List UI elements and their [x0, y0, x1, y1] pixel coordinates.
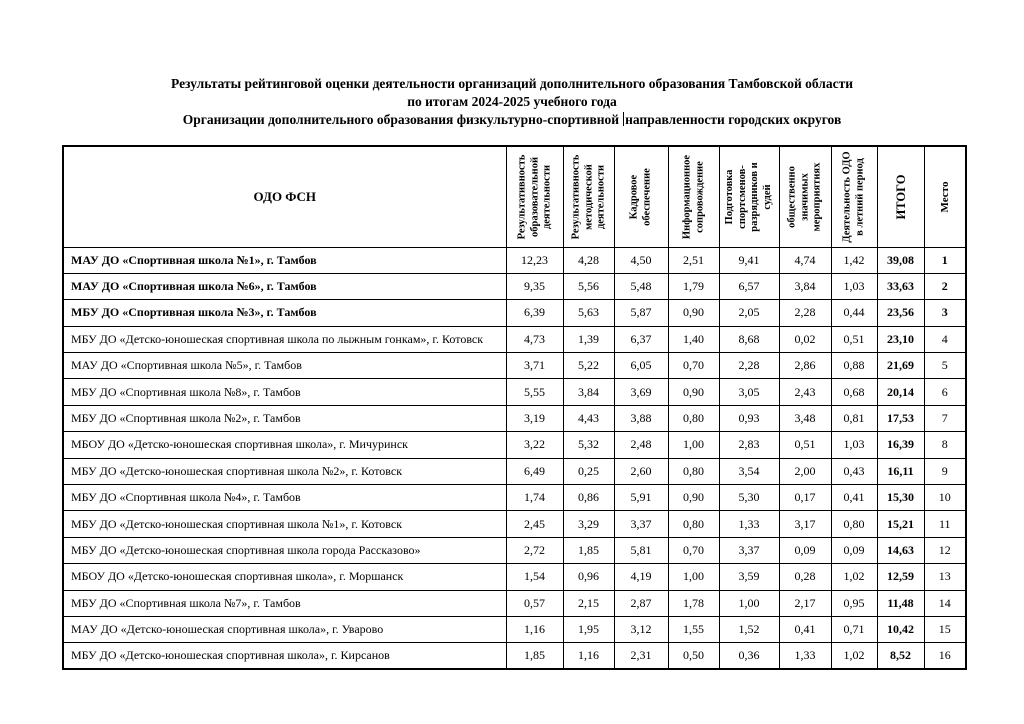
score-cell: 0,50: [668, 643, 719, 669]
score-cell: 0,51: [831, 326, 877, 352]
score-cell: 0,70: [668, 353, 719, 379]
score-cell: 5,56: [563, 273, 614, 299]
score-cell: 4,28: [563, 247, 614, 273]
table-row: [63, 379, 966, 405]
table-row: [63, 485, 966, 511]
table-row: [63, 643, 966, 669]
rotated-header-text: Подготовка спортсменов-разрядников и судей: [724, 162, 773, 232]
score-cell: 0,09: [779, 537, 831, 563]
score-cell: 0,36: [719, 643, 779, 669]
score-cell: 0,90: [668, 300, 719, 326]
table-row: [63, 511, 966, 537]
score-cell: 2,45: [506, 511, 563, 537]
place-cell: 10: [924, 485, 966, 511]
score-cell: 3,22: [506, 432, 563, 458]
score-cell: 0,44: [831, 300, 877, 326]
score-cell: 0,80: [831, 511, 877, 537]
score-cell: 1,03: [831, 273, 877, 299]
score-cell: 1,95: [563, 616, 614, 642]
score-cell: 0,28: [779, 564, 831, 590]
score-cell: 0,95: [831, 590, 877, 616]
school-name-cell: МБУ ДО «Спортивная школа №3», г. Тамбов: [63, 300, 506, 326]
total-cell: 20,14: [877, 379, 924, 405]
title-line-3-after: направленности городских округов: [625, 112, 842, 127]
score-cell: 0,86: [563, 485, 614, 511]
score-cell: 1,00: [668, 564, 719, 590]
place-cell: 1: [924, 247, 966, 273]
total-cell: 10,42: [877, 616, 924, 642]
score-cell: 2,83: [719, 432, 779, 458]
rotated-header-text: Кадровое обеспечение: [628, 167, 652, 226]
score-cell: 8,68: [719, 326, 779, 352]
table-row: [63, 273, 966, 299]
score-cell: 1,85: [563, 537, 614, 563]
score-cell: 3,48: [779, 405, 831, 431]
header-summer-activity: [831, 146, 877, 247]
school-name-cell: МБОУ ДО «Детско-юношеская спортивная школа», г. Мичуринск: [63, 432, 506, 458]
school-name-cell: МБУ ДО «Спортивная школа №7», г. Тамбов: [63, 590, 506, 616]
score-cell: 0,70: [668, 537, 719, 563]
document-title: [0, 75, 1024, 129]
score-cell: 2,17: [779, 590, 831, 616]
score-cell: 5,22: [563, 353, 614, 379]
score-cell: 0,57: [506, 590, 563, 616]
score-cell: 5,87: [614, 300, 668, 326]
school-name-cell: МАУ ДО «Детско-юношеская спортивная школа», г. Уварово: [63, 616, 506, 642]
table-row: [63, 564, 966, 590]
school-name-cell: МАУ ДО «Спортивная школа №5», г. Тамбов: [63, 353, 506, 379]
score-cell: 2,00: [779, 458, 831, 484]
score-cell: 6,39: [506, 300, 563, 326]
place-cell: 12: [924, 537, 966, 563]
score-cell: 6,49: [506, 458, 563, 484]
title-line-3-before: Организации дополнительного образования физкультурно-спортивной: [182, 112, 620, 127]
table-row: [63, 326, 966, 352]
score-cell: 0,02: [779, 326, 831, 352]
score-cell: 3,12: [614, 616, 668, 642]
score-cell: 3,37: [719, 537, 779, 563]
score-cell: 3,37: [614, 511, 668, 537]
place-cell: 13: [924, 564, 966, 590]
title-line-1: Результаты рейтинговой оценки деятельности организаций дополнительного образования Тамбовской области: [171, 76, 853, 91]
school-name-cell: МБУ ДО «Спортивная школа №8», г. Тамбов: [63, 379, 506, 405]
header-place: [924, 146, 966, 247]
table-row: [63, 300, 966, 326]
rotated-header-text: общественно значимых мероприятиях: [786, 162, 823, 232]
total-cell: 8,52: [877, 643, 924, 669]
score-cell: 5,81: [614, 537, 668, 563]
score-cell: 5,63: [563, 300, 614, 326]
school-name-cell: МАУ ДО «Спортивная школа №1», г. Тамбов: [63, 247, 506, 273]
score-cell: 5,91: [614, 485, 668, 511]
score-cell: 6,57: [719, 273, 779, 299]
place-cell: 8: [924, 432, 966, 458]
score-cell: 0,96: [563, 564, 614, 590]
score-cell: 0,17: [779, 485, 831, 511]
score-cell: 3,71: [506, 353, 563, 379]
place-cell: 3: [924, 300, 966, 326]
table-row: [63, 353, 966, 379]
score-cell: 3,19: [506, 405, 563, 431]
header-odo-fsn: ОДО ФСН: [63, 146, 506, 247]
score-cell: 0,09: [831, 537, 877, 563]
score-cell: 3,54: [719, 458, 779, 484]
score-cell: 0,93: [719, 405, 779, 431]
score-cell: 12,23: [506, 247, 563, 273]
score-cell: 3,88: [614, 405, 668, 431]
score-cell: 2,87: [614, 590, 668, 616]
school-name-cell: МБУ ДО «Детско-юношеская спортивная школа», г. Кирсанов: [63, 643, 506, 669]
score-cell: 1,16: [506, 616, 563, 642]
score-cell: 5,55: [506, 379, 563, 405]
score-cell: 0,81: [831, 405, 877, 431]
score-cell: 0,71: [831, 616, 877, 642]
total-cell: 17,53: [877, 405, 924, 431]
score-cell: 3,05: [719, 379, 779, 405]
header-staffing: [614, 146, 668, 247]
header-results-methodical: [563, 146, 614, 247]
table-row: [63, 247, 966, 273]
table-row: [63, 432, 966, 458]
score-cell: 0,90: [668, 485, 719, 511]
school-name-cell: МБУ ДО «Детско-юношеская спортивная школа №2», г. Котовск: [63, 458, 506, 484]
score-cell: 5,32: [563, 432, 614, 458]
school-name-cell: МБУ ДО «Спортивная школа №4», г. Тамбов: [63, 485, 506, 511]
score-cell: 3,59: [719, 564, 779, 590]
text-cursor: [623, 112, 624, 126]
place-cell: 15: [924, 616, 966, 642]
score-cell: 4,74: [779, 247, 831, 273]
score-cell: 1,00: [668, 432, 719, 458]
score-cell: 4,43: [563, 405, 614, 431]
score-cell: 2,60: [614, 458, 668, 484]
score-cell: 2,51: [668, 247, 719, 273]
score-cell: 6,05: [614, 353, 668, 379]
table-row: [63, 590, 966, 616]
score-cell: 3,29: [563, 511, 614, 537]
score-cell: 1,33: [719, 511, 779, 537]
score-cell: 1,85: [506, 643, 563, 669]
score-cell: 0,41: [831, 485, 877, 511]
score-cell: 2,86: [779, 353, 831, 379]
total-cell: 39,08: [877, 247, 924, 273]
score-cell: 0,88: [831, 353, 877, 379]
table-row: [63, 405, 966, 431]
score-cell: 3,84: [563, 379, 614, 405]
total-cell: 33,63: [877, 273, 924, 299]
score-cell: 0,80: [668, 458, 719, 484]
total-cell: 14,63: [877, 537, 924, 563]
score-cell: 0,25: [563, 458, 614, 484]
score-cell: 1,02: [831, 643, 877, 669]
score-cell: 1,16: [563, 643, 614, 669]
place-cell: 9: [924, 458, 966, 484]
rotated-header-text: ИТОГО: [893, 174, 908, 220]
score-cell: 2,05: [719, 300, 779, 326]
score-cell: 0,90: [668, 379, 719, 405]
score-cell: 2,28: [719, 353, 779, 379]
score-cell: 2,15: [563, 590, 614, 616]
score-cell: 4,73: [506, 326, 563, 352]
score-cell: 2,28: [779, 300, 831, 326]
score-cell: 4,19: [614, 564, 668, 590]
score-cell: 1,00: [719, 590, 779, 616]
total-cell: 23,56: [877, 300, 924, 326]
score-cell: 0,80: [668, 405, 719, 431]
score-cell: 1,74: [506, 485, 563, 511]
score-cell: 2,72: [506, 537, 563, 563]
score-cell: 2,43: [779, 379, 831, 405]
score-cell: 1,55: [668, 616, 719, 642]
score-cell: 3,84: [779, 273, 831, 299]
place-cell: 7: [924, 405, 966, 431]
school-name-cell: МАУ ДО «Спортивная школа №6», г. Тамбов: [63, 273, 506, 299]
score-cell: 9,35: [506, 273, 563, 299]
score-cell: 5,30: [719, 485, 779, 511]
score-cell: 2,48: [614, 432, 668, 458]
score-cell: 0,80: [668, 511, 719, 537]
score-cell: 6,37: [614, 326, 668, 352]
score-cell: 5,48: [614, 273, 668, 299]
total-cell: 21,69: [877, 353, 924, 379]
table-header-row: [63, 146, 966, 247]
score-cell: 2,31: [614, 643, 668, 669]
table-row: [63, 458, 966, 484]
total-cell: 11,48: [877, 590, 924, 616]
table-row: [63, 537, 966, 563]
total-cell: 23,10: [877, 326, 924, 352]
total-cell: 15,21: [877, 511, 924, 537]
score-cell: 1,33: [779, 643, 831, 669]
score-cell: 0,41: [779, 616, 831, 642]
title-line-3[interactable]: [0, 111, 1024, 129]
place-cell: 2: [924, 273, 966, 299]
score-cell: 1,42: [831, 247, 877, 273]
place-cell: 16: [924, 643, 966, 669]
total-cell: 15,30: [877, 485, 924, 511]
rotated-header-text: Результативность методической деятельности: [569, 154, 606, 240]
score-cell: 1,78: [668, 590, 719, 616]
score-cell: 3,69: [614, 379, 668, 405]
school-name-cell: МБОУ ДО «Детско-юношеская спортивная школа», г. Моршанск: [63, 564, 506, 590]
header-public-events: [779, 146, 831, 247]
score-cell: 9,41: [719, 247, 779, 273]
score-cell: 0,51: [779, 432, 831, 458]
score-cell: 4,50: [614, 247, 668, 273]
rating-table: [62, 145, 967, 670]
place-cell: 14: [924, 590, 966, 616]
score-cell: 0,68: [831, 379, 877, 405]
score-cell: 1,02: [831, 564, 877, 590]
score-cell: 1,79: [668, 273, 719, 299]
score-cell: 1,40: [668, 326, 719, 352]
total-cell: 16,39: [877, 432, 924, 458]
table-row: [63, 616, 966, 642]
header-total: [877, 146, 924, 247]
score-cell: 1,54: [506, 564, 563, 590]
score-cell: 3,17: [779, 511, 831, 537]
score-cell: 0,43: [831, 458, 877, 484]
total-cell: 16,11: [877, 458, 924, 484]
school-name-cell: МБУ ДО «Детско-юношеская спортивная школа №1», г. Котовск: [63, 511, 506, 537]
title-line-2: по итогам 2024-2025 учебного года: [407, 94, 617, 109]
score-cell: 1,03: [831, 432, 877, 458]
rotated-header-text: Деятельность ОДО в летний период: [841, 151, 865, 243]
school-name-cell: МБУ ДО «Детско-юношеская спортивная школа города Рассказово»: [63, 537, 506, 563]
school-name-cell: МБУ ДО «Детско-юношеская спортивная школа по лыжным гонкам», г. Котовск: [63, 326, 506, 352]
total-cell: 12,59: [877, 564, 924, 590]
header-information-support: [668, 146, 719, 247]
place-cell: 5: [924, 353, 966, 379]
place-cell: 4: [924, 326, 966, 352]
school-name-cell: МБУ ДО «Спортивная школа №2», г. Тамбов: [63, 405, 506, 431]
score-cell: 1,39: [563, 326, 614, 352]
header-results-educational: [506, 146, 563, 247]
score-cell: 1,52: [719, 616, 779, 642]
place-cell: 6: [924, 379, 966, 405]
rotated-header-text: Место: [938, 181, 951, 213]
header-athlete-training: [719, 146, 779, 247]
place-cell: 11: [924, 511, 966, 537]
rotated-header-text: Информационное сопровождение: [681, 154, 705, 239]
rotated-header-text: Результативность образовательной деятельности: [515, 154, 552, 240]
